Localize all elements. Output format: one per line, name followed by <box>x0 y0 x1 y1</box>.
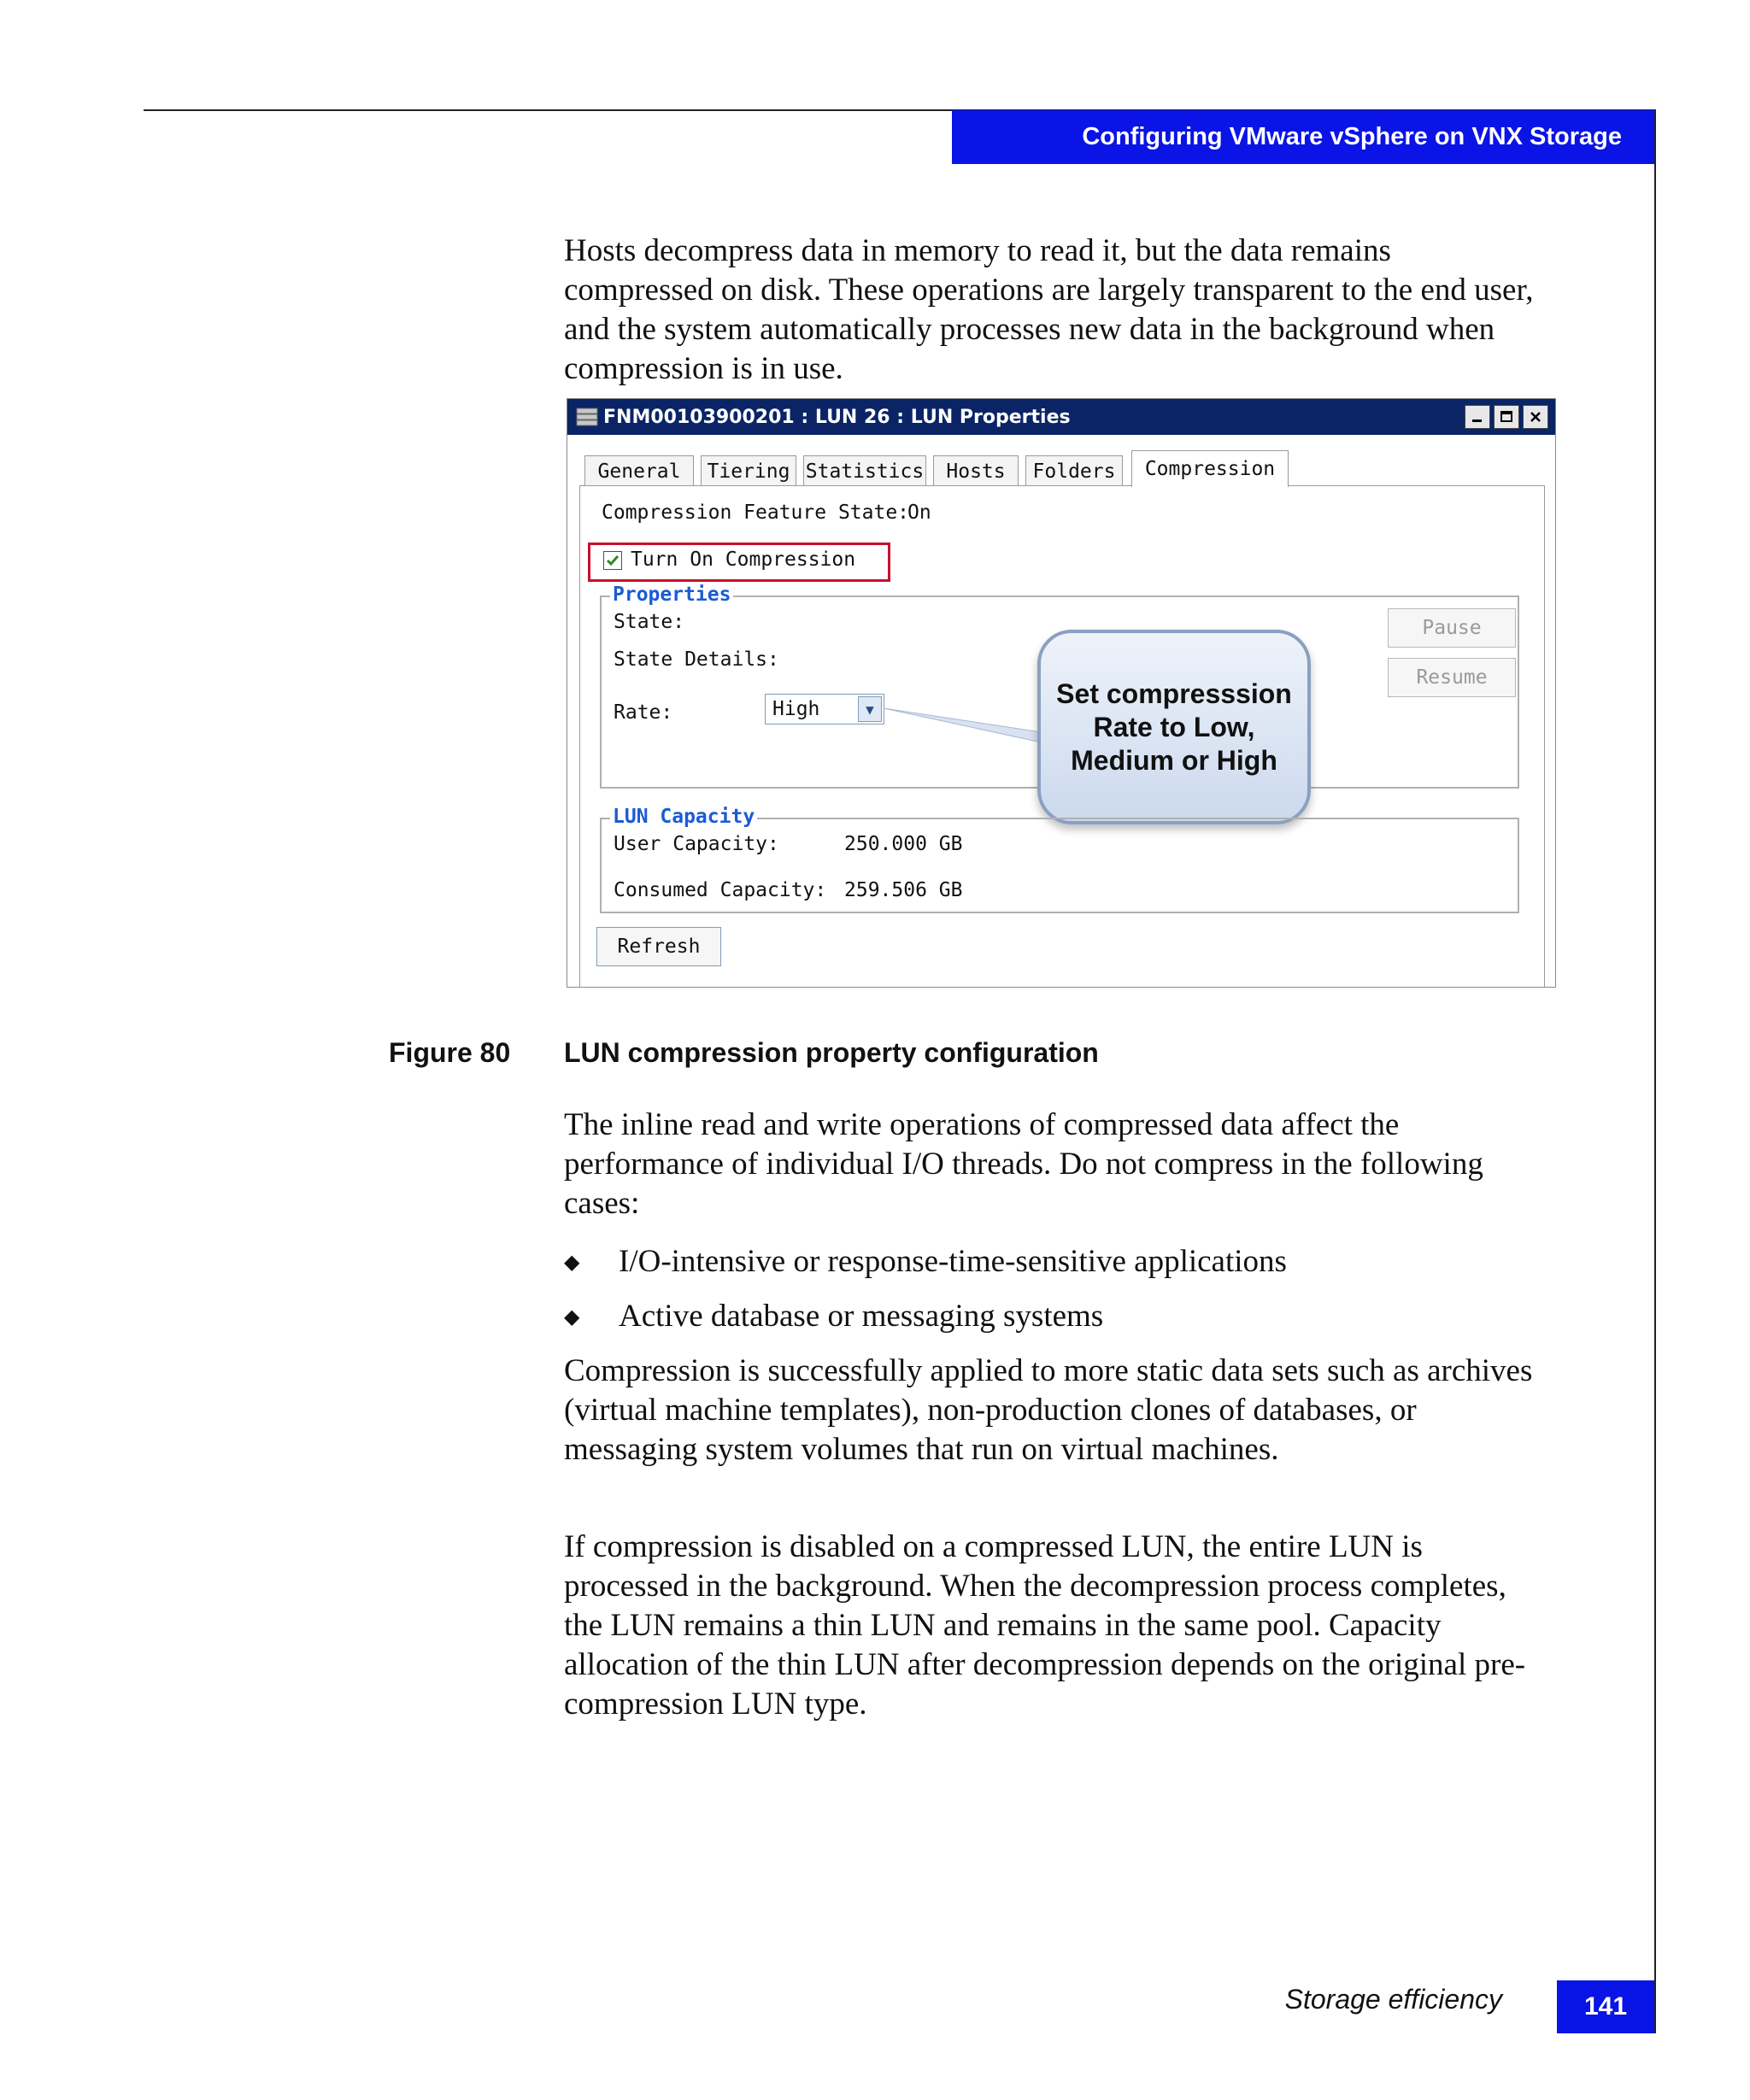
consumed-capacity-value: 259.506 GB <box>844 879 963 901</box>
checkmark-icon <box>605 553 620 568</box>
bullet-text: Active database or messaging systems <box>619 1299 1104 1334</box>
properties-group-title: Properties <box>610 584 733 606</box>
page-edge-rule <box>1654 111 1656 2033</box>
feature-state-value: On <box>907 502 931 524</box>
close-icon[interactable] <box>1523 405 1548 429</box>
rate-select-value: High <box>772 698 820 720</box>
footer-title: Storage efficiency <box>1284 1984 1502 2015</box>
page-number: 141 <box>1583 1992 1628 2021</box>
diamond-bullet-icon: ◆ <box>564 1305 580 1329</box>
dialog-titlebar <box>567 399 1555 435</box>
dialog-title: FNM00103900201 : LUN 26 : LUN Properties <box>603 406 1071 428</box>
pause-button[interactable]: Pause <box>1388 608 1516 648</box>
feature-state-label: Compression Feature State: <box>602 502 910 524</box>
user-capacity-label: User Capacity: <box>614 833 779 855</box>
list-item <box>564 1297 1547 1336</box>
bullet-text: I/O-intensive or response-time-sensitive applications <box>619 1244 1287 1279</box>
tab-statistics[interactable]: Statistics <box>803 455 926 486</box>
callout-pointer <box>884 698 1046 749</box>
disabled-paragraph: If compression is disabled on a compressed LUN, the entire LUN is processed in the background. When the decompression process completes, the LUN remains a thin LUN and remains in the same pool. Capacity allocation of the thin LUN after decompression depends on the original pre-compression LUN type. <box>564 1529 1526 1722</box>
page-number-box <box>1557 1980 1654 2033</box>
figure-caption: LUN compression property configuration <box>564 1037 1099 1068</box>
lun-capacity-group-title: LUN Capacity <box>610 806 757 828</box>
consumed-capacity-label: Consumed Capacity: <box>614 879 827 901</box>
intro-paragraph: Hosts decompress data in memory to read it, but the data remains compressed on disk. These operations are largely transparent to the end user, and the system automatically processes new data in the background when compression is in use. <box>564 233 1534 386</box>
tab-folders[interactable]: Folders <box>1025 455 1123 486</box>
figure-number: Figure 80 <box>389 1037 511 1068</box>
lun-properties-dialog <box>567 398 1556 988</box>
user-capacity-value: 250.000 GB <box>844 833 963 855</box>
state-label: State: <box>614 611 685 633</box>
tab-general[interactable]: General <box>584 455 694 486</box>
static-sets-paragraph: Compression is successfully applied to more static data sets such as archives (virtual machine templates), non-production clones of databases, or messaging system volumes that run on virtual machines. <box>564 1353 1533 1467</box>
tab-hosts[interactable]: Hosts <box>933 455 1019 486</box>
section-header <box>952 110 1656 164</box>
turn-on-compression-checkbox[interactable] <box>603 551 622 570</box>
tab-tiering[interactable]: Tiering <box>701 455 796 486</box>
rate-select[interactable] <box>765 694 884 724</box>
list-item <box>564 1242 1547 1282</box>
resume-button[interactable]: Resume <box>1388 658 1516 697</box>
callout-text: Set compresssion Rate to Low, Medium or High <box>1056 678 1292 776</box>
minimize-icon[interactable] <box>1465 405 1490 429</box>
section-title: Configuring VMware vSphere on VNX Storage <box>1082 123 1622 150</box>
state-details-label: State Details: <box>614 648 779 671</box>
diamond-bullet-icon: ◆ <box>564 1250 580 1274</box>
rate-label: Rate: <box>614 701 673 724</box>
maximize-icon[interactable] <box>1494 405 1519 429</box>
storage-array-icon <box>574 406 600 428</box>
chevron-down-icon[interactable]: ▼ <box>858 696 882 722</box>
inline-ops-paragraph: The inline read and write operations of compressed data affect the performance of individual I/O threads. Do not compress in the following cases: <box>564 1107 1483 1221</box>
turn-on-compression-label[interactable]: Turn On Compression <box>631 548 856 571</box>
tab-compression[interactable]: Compression <box>1131 450 1289 487</box>
refresh-button[interactable]: Refresh <box>596 927 721 966</box>
rate-callout <box>1037 630 1311 824</box>
